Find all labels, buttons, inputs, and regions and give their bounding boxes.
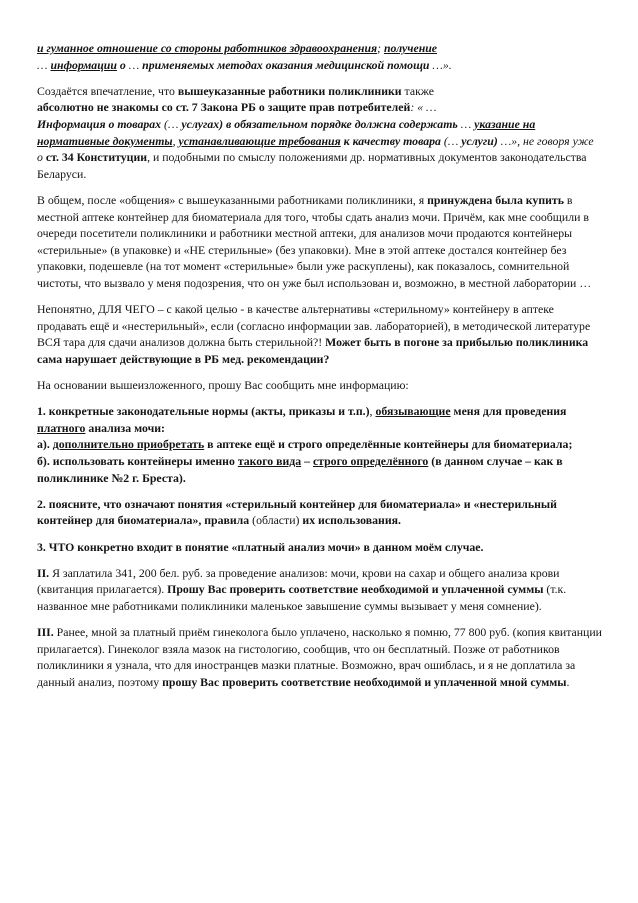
text-normative-docs: указание на нормативные документы <box>37 116 536 148</box>
text-run: , <box>369 404 376 419</box>
text-law-reference: абсолютно не знакомы со ст. 7 Закона РБ о защите прав потребителей <box>37 100 411 115</box>
text-ellipsis: … <box>128 57 143 72</box>
text-run: (… <box>161 116 182 131</box>
text-run: (т.к. названное мне работниками поликлиники маленькое завышение суммы вызывает у меня сомнение). <box>37 582 567 613</box>
text-legal-norms: 1. конкретные законодательные нормы (акты, приказы и т.п.) <box>37 404 370 419</box>
section-number-ii: II. <box>37 565 50 580</box>
text-strictly-defined: строго определённого <box>312 454 429 469</box>
text-such-type: такого вида <box>237 454 302 469</box>
text-run: , и подобными по смыслу положениями др. нормативных документов законодательства Беларуси. <box>37 150 587 181</box>
text-profit-question: Может быть в погоне за прибылью поликлиника сама нарушает действующие в РБ мед. рекомендации? <box>37 335 589 366</box>
text-service: услуги) <box>461 133 498 148</box>
text-run: , <box>172 133 179 148</box>
text-run: их использования. <box>302 513 401 528</box>
text-run: также <box>401 83 435 98</box>
text-run: (области) <box>249 513 303 528</box>
paragraph-quote-ending <box>37 40 602 73</box>
paragraph-item-3 <box>37 539 602 556</box>
text-run: в аптеке ещё и строго определённые контейнеры для биоматериала; <box>204 437 573 452</box>
text-sub-a: а). <box>37 437 53 452</box>
text-methods: применяемых методах оказания медицинской помощи <box>142 57 430 72</box>
text-sub-b: б). использовать контейнеры именно <box>37 454 238 469</box>
text-forced-to-buy: принуждена была купить <box>427 192 564 207</box>
text-obtaining: получение <box>383 41 438 55</box>
text-run: 3. ЧТО конкретно входит в понятие «платный анализ мочи» в данном моём случае. <box>37 539 484 554</box>
text-run: На основании вышеизложенного, прошу Вас сообщить мне информацию: <box>37 378 409 393</box>
paragraph-section-iii <box>37 624 602 690</box>
text-quote-close: …». <box>429 57 452 72</box>
text-about: о <box>116 57 129 72</box>
text-run: : « … <box>410 100 437 115</box>
text-paid: платного <box>37 420 86 435</box>
text-ellipsis: … <box>37 57 51 72</box>
text-run: (… <box>440 133 462 148</box>
text-obliging: обязывающие <box>375 404 451 419</box>
text-information: информации <box>50 57 117 72</box>
text-goods-info: Информация о товарах <box>37 116 162 131</box>
text-run: В общем, после «общения» с вышеуказанными работниками поликлиники, я <box>37 192 428 207</box>
text-run: . <box>566 674 570 689</box>
paragraph-request-intro <box>37 377 602 394</box>
paragraph-item-1 <box>37 403 602 486</box>
text-run: в местной аптеке контейнер для биоматериала для того, чтобы сдать анализ мочи. Причём, как мне сообщили в очереди посетители поликлиники и работники местной аптеки, для анализов мочи продаются контейнеры «стерильные» (в упаковке) и «НЕ стерильные» (без упаковки). Мне в этой аптеке достался контейнер без упаковки, подешевле (на тот момент «стерильные» были уже раскуплены), как показалось, сомнительной чистоты, что вызвало у меня подозрения, что он уже был использован и, возможно, в местной лаборатории … <box>37 192 592 290</box>
paragraph-unclear-purpose <box>37 301 602 367</box>
text-check-request: прошу Вас проверить соответствие необходимой и уплаченной мной суммы <box>162 674 567 689</box>
text-run: …», не говоря уже о <box>37 133 594 165</box>
text-constitution: ст. 34 Конституции <box>45 150 148 165</box>
text-services-must-contain: услугах) в обязательном порядке должна содержать <box>181 116 458 131</box>
text-run: Ранее, мной за платный приём гинеколога было уплачено, насколько я помню, 77 800 руб. (копия квитанции прилагается). Гинеколог взяла мазок на гистологию, сообщив, что он бесплатный. Позже от работников поликлиники я узнала, что для иностранцев мазки платные. Возможно, врач ошиблась, и я не доплатила за данный анализ, поэтому <box>37 625 603 689</box>
text-run: Непонятно, ДЛЯ ЧЕГО – с какой целью - в качестве альтернативы «стерильному» контейнеру в аптеке продавать ещё и «нестерильный», если (согласно информации зав. лабораторией), в методической литературе ВСЯ тара для сдачи анализов должна быть стерильной?! <box>37 302 591 350</box>
paragraph-impression <box>37 83 602 183</box>
text-additionally-buy: дополнительно приобретать <box>52 437 205 452</box>
text-check-request: Прошу Вас проверить соответствие необходимой и уплаченной суммы <box>167 582 544 597</box>
text-separator: ; <box>377 41 384 55</box>
section-number-iii: III. <box>37 625 54 640</box>
text-run: Создаётся впечатление, что <box>37 83 178 98</box>
text-requirements: устанавливающие требования <box>178 133 341 148</box>
text-run: – <box>301 454 313 469</box>
paragraph-container-purchase <box>37 192 602 292</box>
text-run: … <box>457 116 475 131</box>
text-run: 2. поясните, что означают понятия «стерильный контейнер для биоматериала» и «нестерильный контейнер для биоматериала», правила <box>37 496 557 528</box>
text-run: Я заплатила 341, 200 бел. руб. за проведение анализов: мочи, крови на сахар и общего анализа крови (квитанция прилагается). <box>37 565 560 597</box>
text-humane-attitude: и гуманное отношение со стороны работников здравоохранения <box>37 41 378 55</box>
text-run: (в данном случае – как в поликлинике №2 г. Бреста). <box>37 454 563 485</box>
paragraph-section-ii <box>37 565 602 615</box>
text-workers: вышеуказанные работники поликлиники <box>177 83 402 98</box>
text-run: меня для проведения <box>450 404 567 419</box>
text-quality: к качеству товара <box>340 133 441 148</box>
paragraph-item-2 <box>37 496 602 529</box>
text-run: анализа мочи: <box>85 420 165 435</box>
